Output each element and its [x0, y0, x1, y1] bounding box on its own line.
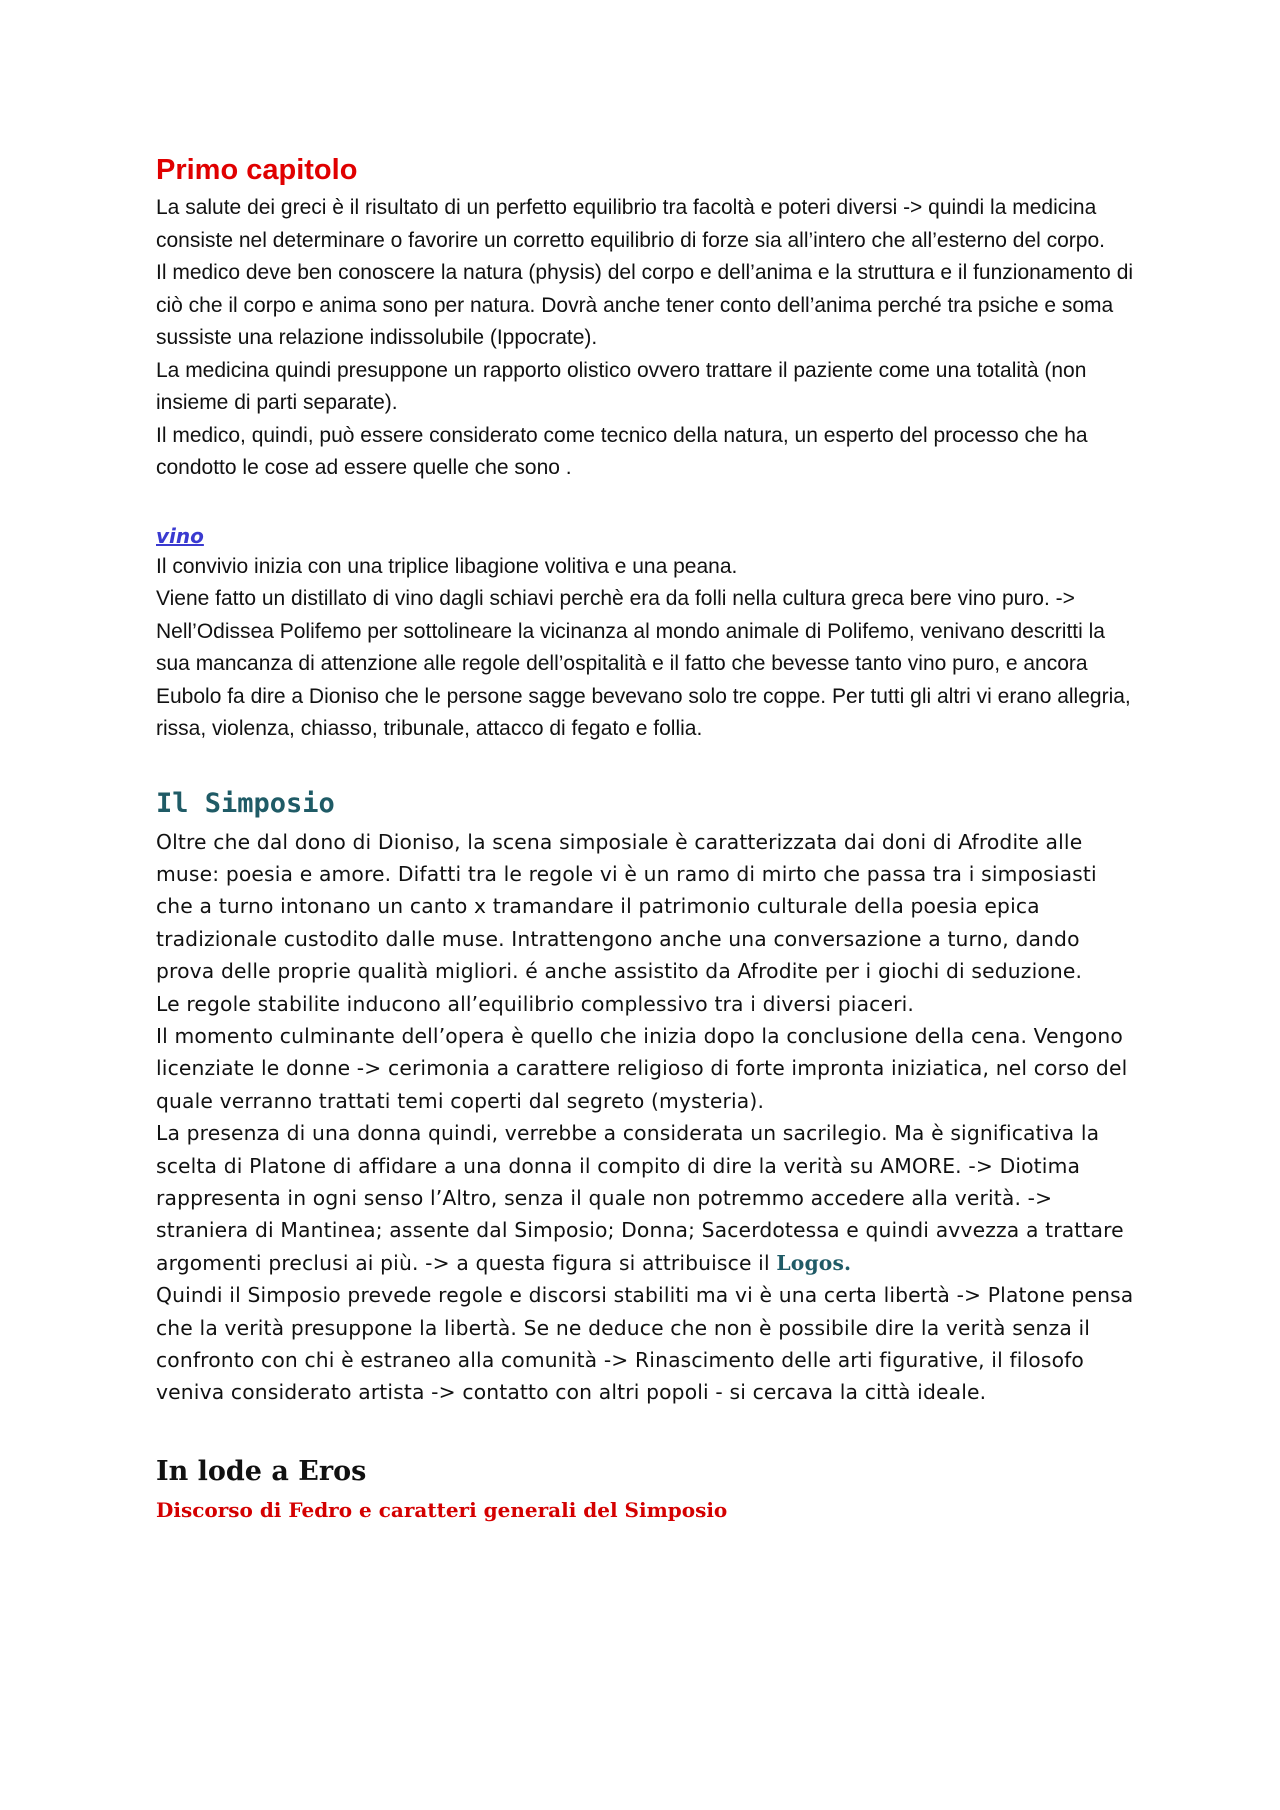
spacer	[156, 746, 1136, 786]
paragraph: Il medico, quindi, può essere considerato come tecnico della natura, un esperto del processo che ha condotto le cose ad essere quelle che sono .	[156, 423, 1088, 479]
paragraph: Quindi il Simposio prevede regole e discorsi stabiliti ma vi è una certa libertà -> Platone pensa che la verità presuppone la libertà. Se ne deduce che non è possibile dire la verità senza il confronto con chi è estraneo alla comunità -> Rinascimento delle arti figurative, il filosofo veniva considerato artista -> contatto con altri popoli - si cercava la città ideale.	[156, 1283, 1134, 1405]
subheading-vino: vino	[156, 523, 204, 548]
spacer	[156, 485, 1136, 521]
paragraph-with-logos	[156, 1117, 1136, 1279]
logos-highlight: Logos.	[776, 1250, 852, 1275]
section-title-simposio: Il Simposio	[156, 787, 335, 819]
paragraph: Viene fatto un distillato di vino dagli schiavi perchè era da folli nella cultura greca bere vino puro. -> Nell’Odissea Polifemo per sottolineare la vicinanza al mondo animale di Polifemo, venivano descritti la sua mancanza di attenzione alle regole dell’ospitalità e il fatto che bevesse tanto vino puro, e ancora Eubolo fa dire a Dioniso che le persone sagge bevevano solo tre coppe. Per tutti gli altri vi erano allegria, rissa, violenza, chiasso, tribunale, attacco di fegato e follia.	[156, 587, 1131, 740]
paragraph: Il momento culminante dell’opera è quello che inizia dopo la conclusione della cena. Vengono licenziate le donne -> cerimonia a carattere religioso di forte impronta iniziatica, nel corso del quale verranno trattati temi coperti dal segreto (mysteria).	[156, 1023, 1128, 1113]
spacer	[156, 1409, 1136, 1453]
paragraph: La medicina quindi presuppone un rapporto olistico ovvero trattare il paziente come una totalità (non insieme di parti separate).	[156, 358, 1087, 414]
paragraph-text: La presenza di una donna quindi, verrebbe a considerata un sacrilegio. Ma è significativa la scelta di Platone di affidare a una donna il compito di dire la verità su AMORE. -> Diotima rappresenta in ogni senso l’Altro, senza il quale non potremmo accedere alla verità. -> straniera di Mantinea; assente dal Simposio; Donna; Sacerdotessa e quindi avvezza a trattare argomenti preclusi ai più. -> a questa figura si attribuisce il	[156, 1121, 1124, 1275]
paragraph: Il convivio inizia con una triplice libagione volitiva e una peana.	[156, 554, 738, 578]
paragraph: Il medico deve ben conoscere la natura (physis) del corpo e dell’anima e la struttura e il funzionamento di ciò che il corpo e anima sono per natura. Dovrà anche tener conto dell’anima perché tra psiche e soma sussiste una relazione indissolubile (Ippocrate).	[156, 261, 1134, 349]
subheading-fedro: Discorso di Fedro e caratteri generali del Simposio	[156, 1497, 728, 1522]
section-title-primo-capitolo: Primo capitolo	[156, 154, 358, 186]
document-page	[156, 150, 1136, 1525]
paragraph: Le regole stabilite inducono all’equilibrio complessivo tra i diversi piaceri.	[156, 991, 914, 1016]
paragraph: Oltre che dal dono di Dioniso, la scena simposiale è caratterizzata dai doni di Afrodite alle muse: poesia e amore. Difatti tra le regole vi è un ramo di mirto che passa tra i simposiasti che a turno intonano un canto x tramandare il patrimonio culturale della poesia epica tradizionale custodito dalle muse. Intrattengono anche una conversazione a turno, dando prova delle proprie qualità migliori. é anche assistito da Afrodite per i giochi di seduzione.	[156, 829, 1097, 984]
paragraph: La salute dei greci è il risultato di un perfetto equilibrio tra facoltà e poteri diversi -> quindi la medicina consiste nel determinare o favorire un corretto equilibrio di forze sia all’intero che all’esterno del corpo.	[156, 196, 1105, 252]
section-title-eros: In lode a Eros	[156, 1455, 367, 1487]
